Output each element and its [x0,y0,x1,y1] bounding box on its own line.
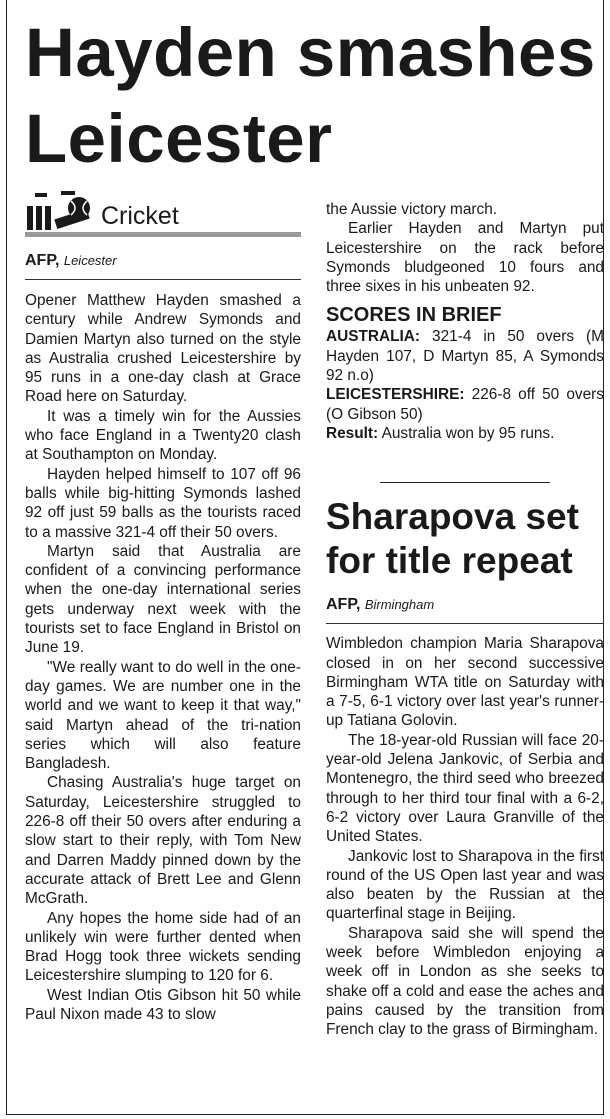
story1-body [25,291,301,1024]
byline-agency: AFP, [326,596,361,614]
section-tag [25,188,301,237]
byline-place: Birmingham [364,597,435,613]
main-headline: Hayden smashes Leicester [25,14,596,177]
newspaper-page [6,0,604,1115]
scores-heading: SCORES IN BRIEF [326,304,502,327]
right-column [326,190,604,1040]
paragraph: Sharapova said she will spend the week before Wimbledon enjoying a week off in London as she seeks to shake off a cold and ease the aches and pains caused by the transition from French clay to the grass of Birmingham. [326,924,604,1039]
paragraph: Earlier Hayden and Martyn put Leicestershire on the rack before Symonds bludgeoned 10 fours and three sixes in his unbeaten 92. [326,220,604,296]
paragraph: Wimbledon champion Maria Sharapova closed in on her second successive Birmingham WTA title on Saturday with a 7-5, 6-1 victory over last year's runner-up Tatiana Golovin. [326,635,604,730]
score-line [326,385,604,424]
paragraph: Opener Matthew Hayden smashed a century while Andrew Symonds and Damien Martyn also turned on the style as Australia crushed Leicestershire by 95 runs in a one-day clash at Grace Road here on Saturday. [25,292,301,406]
paragraph: Any hopes the home side had of an unlikely win were further dented when Brad Hogg took three wickets sending Leicestershire slumping to 120 for 6. [25,909,301,985]
paragraph: Martyn said that Australia are confident of a convincing performance when the one-day international series gets underway next week with the tourists set to face England in Bristol on June 19. [25,542,301,657]
section-label: Cricket [101,202,179,230]
score-text: Australia won by 95 runs. [378,424,555,442]
byline-agency: AFP, [25,252,60,269]
paragraph: Jankovic lost to Sharapova in the first round of the US Open last year and was also beaten by the Russian at the quarterfinal stage in Beijing. [326,847,604,923]
byline-place: Leicester [63,253,117,268]
story2-headline: Sharapova set for title repeat [326,496,579,582]
story1-continued [326,200,604,296]
score-text: 226-8 off 50 overs (O Gibson 50) [326,386,604,423]
score-label: AUSTRALIA: [326,328,421,346]
paragraph: The 18-year-old Russian will face 20-year-old Jelena Jankovic, of Serbia and Montenegro, the third seed who breezed through to her third tour final with a 6-2, 6-2 victory over Laura Granville of the United States. [326,731,604,846]
paragraph: "We really want to do well in the one-day games. We are number one in the world and we want to keep it that way," said Martyn ahead of the tri-nation series which will also feature Bangladesh. [25,658,301,773]
story2-body [326,634,604,1039]
score-label: LEICESTERSHIRE: [326,386,465,404]
story1-byline [25,251,301,280]
score-text: 321-4 in 50 overs (M Hayden 107, D Martyn 85, A Symonds 92 n.o) [326,328,604,385]
paragraph: Hayden helped himself to 107 off 96 balls while big-hitting Symonds lashed 92 off just 59 balls as the tourists raced to a massive 321-4 off their 50 overs. [25,465,301,541]
paragraph: It was a timely win for the Aussies who face England in a Twenty20 clash at Southampton on Monday. [25,407,301,464]
score-line [326,327,604,385]
paragraph: Chasing Australia's huge target on Saturday, Leicestershire struggled to 226-8 off their 50 overs after enduring a slow start to their reply, with Tom New and Darren Maddy pinned down by the accurate attack of Brett Lee and Glenn McGrath. [25,774,301,908]
left-column [25,188,301,1024]
story-divider [380,482,550,483]
paragraph: West Indian Otis Gibson hit 50 while Paul Nixon made 43 to slow [25,986,301,1023]
paragraph: the Aussie victory march. [326,201,498,218]
scores-box [326,303,604,443]
score-line [326,424,604,443]
cricket-icon [25,188,97,230]
score-label: Result: [326,424,379,442]
story2-byline [326,595,604,624]
